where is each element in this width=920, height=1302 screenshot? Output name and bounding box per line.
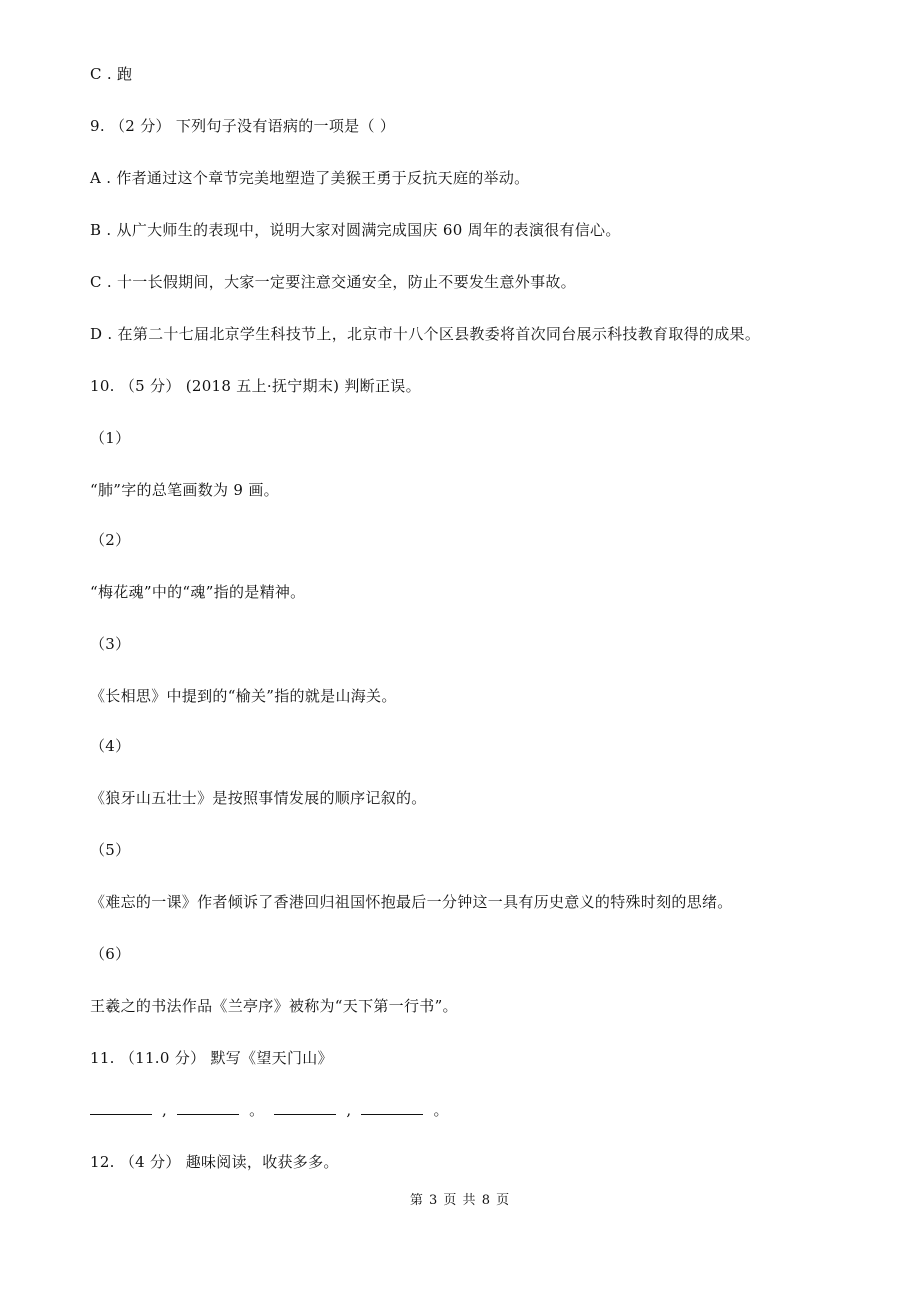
blank-punct-1: ,: [162, 1101, 168, 1119]
q9-option-a: A . 作者通过这个章节完美地塑造了美猴王勇于反抗天庭的举动。: [90, 169, 530, 187]
q10-item-1-number: （1）: [90, 429, 131, 447]
q10-item-4-number: （4）: [90, 737, 131, 755]
q11-answer-blanks: [90, 1100, 459, 1120]
q10-item-6-text: 王羲之的书法作品《兰亭序》被称为“天下第一行书”。: [90, 997, 458, 1015]
blank-punct-3: ,: [346, 1101, 352, 1119]
q10-item-2-number: （2）: [90, 531, 131, 549]
q10-item-2-text: “梅花魂”中的“魂”指的是精神。: [90, 583, 306, 601]
q9-option-c: C . 十一长假期间，大家一定要注意交通安全，防止不要发生意外事故。: [90, 273, 576, 291]
q10-stem: 10. （5 分） (2018 五上·抚宁期末) 判断正误。: [90, 377, 421, 395]
answer-blank-3[interactable]: [274, 1100, 336, 1115]
q10-item-5-number: （5）: [90, 841, 131, 859]
q10-item-3-text: 《长相思》中提到的“榆关”指的就是山海关。: [90, 687, 397, 705]
q12-stem: 12. （4 分） 趣味阅读，收获多多。: [90, 1153, 339, 1171]
q11-stem: 11. （11.0 分） 默写《望天门山》: [90, 1049, 333, 1067]
q10-item-1-text: “肺”字的总笔画数为 9 画。: [90, 481, 279, 499]
q9-stem: 9. （2 分） 下列句子没有语病的一项是（ ）: [90, 117, 396, 135]
answer-blank-4[interactable]: [361, 1100, 423, 1115]
q10-item-3-number: （3）: [90, 635, 131, 653]
q8-option-c: C . 跑: [90, 65, 133, 83]
answer-blank-2[interactable]: [177, 1100, 239, 1115]
q9-option-b: B . 从广大师生的表现中，说明大家对圆满完成国庆 60 周年的表演很有信心。: [90, 221, 621, 239]
q10-item-4-text: 《狼牙山五壮士》是按照事情发展的顺序记叙的。: [90, 789, 427, 807]
q10-item-6-number: （6）: [90, 945, 131, 963]
q9-option-d: D . 在第二十七届北京学生科技节上，北京市十八个区县教委将首次同台展示科技教育取得的成果。: [90, 325, 761, 343]
blank-punct-2: 。: [249, 1101, 265, 1119]
page-footer: 第 3 页 共 8 页: [409, 1193, 511, 1208]
answer-blank-1[interactable]: [90, 1100, 152, 1115]
q10-item-5-text: 《难忘的一课》作者倾诉了香港回归祖国怀抱最后一分钟这一具有历史意义的特殊时刻的思绪。: [90, 893, 733, 911]
blank-punct-4: 。: [433, 1101, 449, 1119]
